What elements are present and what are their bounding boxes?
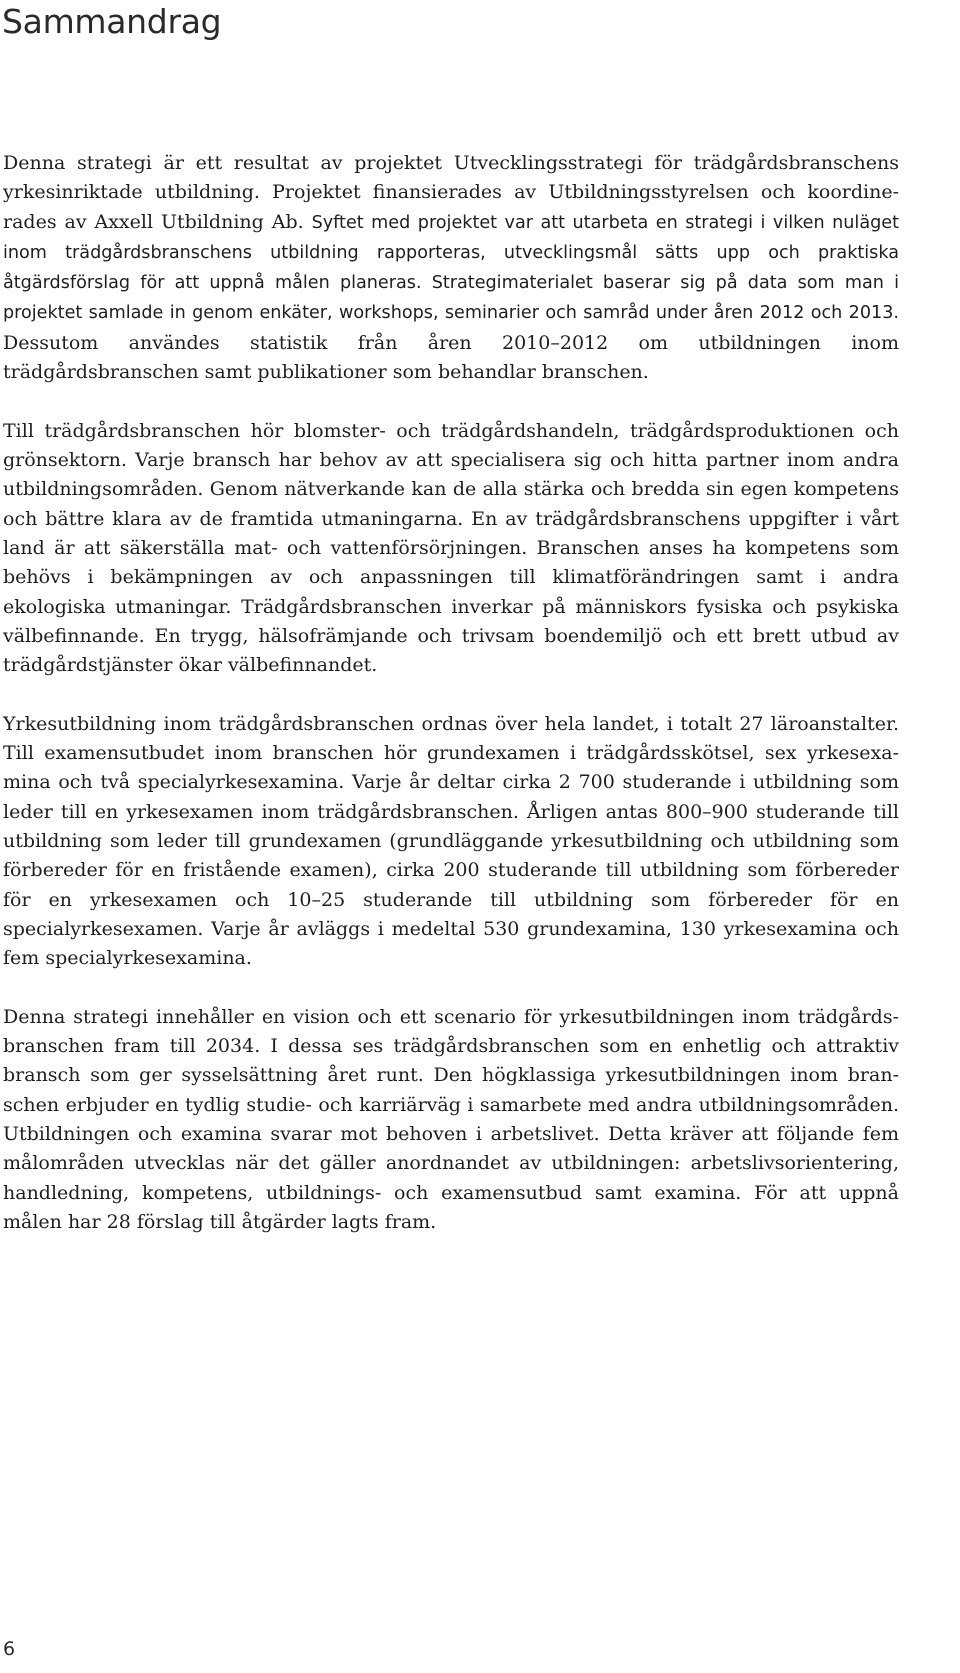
page-number: 6 [3,1638,16,1660]
paragraph-intro-text: Denna strategi är ett resultat av projektet Utvecklingsstrategi för trädgårdsbranschens yrkesinriktade utbildning. Projektet finansierades av Utbildningsstyrelsen och koordinerades av Axxell Utbildning Ab. [3,152,899,233]
paragraph-vision-and-goals: Denna strategi innehåller en vision och ett scenario för yrkesutbildningen inom trädgårdsbranschen fram till 2034. I dessa ses trädgårdsbranschen som en enhetlig och attraktiv bransch som ger sysselsättning året runt. Den högklassiga yrkesutbildningen inom branschen erbjuder en tydlig studie- och karriärväg i samarbete med andra utbildningsområden. Utbildningen och examina svarar mot behoven i arbetslivet. Detta kräver att följande fem målområden utvecklas när det gäller anordnandet av utbildningen: arbetslivsorientering, handledning, kompetens, utbildnings- och examensutbud samt examina. För att uppnå målen har 28 förslag till åtgärder lagts fram. [3,1005,899,1233]
page-title: Sammandrag [2,2,222,41]
summary-body [3,149,899,1267]
paragraph-branch-description: Till trädgårdsbranschen hör blomster- och trädgårdshandeln, trädgårdsproduktionen och grönsektorn. Varje bransch har behov av att specialisera sig och hitta partner inom andra utbildningsområden. Genom nätverkande kan de alla stärka och bredda sin egen kompetens och bättre klara av de framtida utmaningarna. En av trädgårdsbranschens uppgifter i vårt land är att säkerställa mat- och vattenförsörjningen. Branschen anses ha kompetens som behövs i bekämpningen av och anpassningen till klimatförändringen samt i andra ekologiska utmaningar. Trädgårdsbranschen inverkar på människors fysiska och psykiska välbefinnande. En trygg, hälsofrämjande och trivsam boendemiljö och ett brett utbud av trädgårdstjänster ökar välbefinnandet. [3,419,899,677]
paragraph-outro-text: Dessutom användes statistik från åren 2010–2012 om utbildningen inom trädgårdsbranschen samt publikationer som behandlar branschen. [3,331,899,384]
paragraph-vocational-education: Yrkesutbildning inom trädgårdsbranschen ordnas över hela landet, i totalt 27 läroanstalter. Till examensutbudet inom branschen hör grundexamen i trädgårdsskötsel, sex yrkesexamina och två specialyrkesexamina. Varje år deltar cirka 2 700 studerande i utbildning som leder till en yrkesexamen inom trädgårdsbranschen. Årligen antas 800–900 studerande till utbildning som leder till grundexamen (grundläggande yrkesutbildning och utbildning som förbereder för en fristående examen), cirka 200 studerande till utbildning som förbereder för en yrkesexamen och 10–25 studerande till utbildning som förbereder för en specialyrkesexamen. Varje år avläggs i medeltal 530 grundexamina, 130 yrkesexamina och fem specialyrkesexamina. [3,712,899,970]
paragraph-purpose-text: Syftet med projektet var att utarbeta en strategi i vilken nuläget inom trädgårdsbranschens utbildning rapporteras, utvecklingsmål sätts upp och praktiska åtgärdsförslag för att uppnå målen planeras. Strategimaterialet baserar sig på data som man i projektet samlade in genom enkäter, workshops, seminarier och samråd under åren 2012 och 2013. [3,212,899,324]
paragraph-project-background [3,149,899,387]
